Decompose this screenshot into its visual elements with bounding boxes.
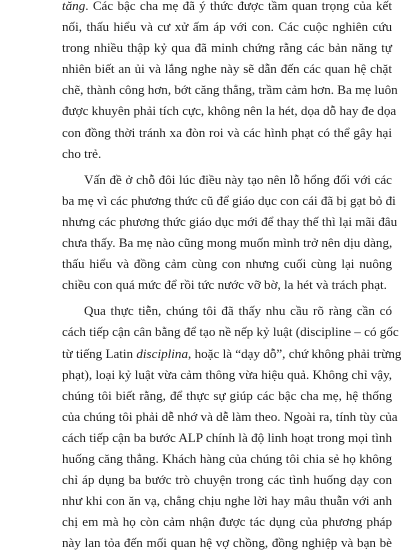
- text-line: [62, 364, 392, 385]
- text-line: [62, 469, 392, 490]
- text-line: [62, 406, 398, 427]
- text-run: ba mẹ vì các phương thức cũ để giáo dục con cái đã bị gạt bỏ đi: [62, 192, 396, 208]
- text-run: nối, thấu hiểu và cư xử ấm áp với con. Các cuộc nghiên cứu: [62, 19, 392, 35]
- text-line: [62, 16, 392, 37]
- text-line: [62, 58, 392, 79]
- text-run: này lan tỏa đến mối quan hệ vợ chồng, đồng nghiệp và bạn bè: [62, 535, 392, 551]
- text-line: [62, 79, 398, 100]
- text-run: thấu hiểu và đồng cảm cùng con nhưng cuối cùng lại nuông: [62, 256, 392, 272]
- text-run: chị em mà họ còn cảm nhận được tác dụng của phương pháp: [62, 514, 392, 530]
- text-run: cho trẻ.: [62, 145, 102, 161]
- text-line: [62, 274, 392, 295]
- text-run: cách tiếp cận ba bước ALP chính là độ linh hoạt trong mọi tình: [62, 429, 392, 445]
- text-line: [62, 385, 392, 406]
- text-line: [62, 321, 399, 342]
- text-run: nhiên biết an ủi và lắng nghe này sẽ dẫn đến các quan hệ chặt: [62, 61, 392, 77]
- body-text: [62, 0, 401, 553]
- text-line: [62, 122, 392, 143]
- text-line: [62, 190, 396, 211]
- text-line: [62, 511, 392, 532]
- text-line: [62, 343, 401, 364]
- text-line: [62, 232, 392, 253]
- text-run: như khi con ăn vạ, chẳng chịu nghe lời hay mâu thuẫn với anh: [62, 493, 392, 509]
- text-run: con đồng thời tránh xa đòn roi và các hình phạt có thể gây hại: [62, 124, 392, 140]
- text-run: từ tiếng Latin: [62, 345, 137, 361]
- text-line: [62, 169, 392, 190]
- text-line: [62, 143, 392, 164]
- text-line: [62, 300, 392, 321]
- text-run: được khuyên phải tích cực, không nên la hét, dọa dỗ hay đe dọa: [62, 103, 397, 119]
- text-run: chẽ, thành công hơn, bớt căng thẳng, trầm cảm hơn. Ba mẹ luôn: [62, 82, 398, 98]
- italic-text: disciplina: [136, 345, 189, 361]
- text-run: Qua thực tiễn, chúng tôi đã thấy nhu cầu rõ ràng cần có: [84, 303, 392, 319]
- text-run: chúng tôi biết rằng, để thực sự giúp các bậc cha mẹ, hệ thống: [62, 387, 392, 403]
- text-run: huống căng thẳng. Khách hàng của chúng tôi chia sẻ họ không: [62, 450, 392, 466]
- text-run: chiều con quá mức để rồi tức nước vỡ bờ, la hét và trách phạt.: [62, 277, 387, 293]
- paragraph: [62, 0, 398, 164]
- paragraph: [62, 300, 401, 553]
- text-run: phạt), loại kỷ luật vừa cảm thông vừa hiệu quả. Không chỉ vậy,: [62, 366, 393, 382]
- text-line: [62, 532, 392, 553]
- text-run: của chúng tôi phải dễ nhớ và dễ làm theo. Ngoài ra, tính tùy của: [62, 408, 398, 424]
- text-line: [62, 490, 392, 511]
- text-run: Vấn đề ở chỗ đôi lúc điều này tạo nên lỗ hổng đối với các: [84, 171, 392, 187]
- italic-text: tăng: [62, 0, 86, 13]
- text-line: [62, 448, 392, 469]
- text-run: trong nhiều thập kỷ qua đã minh chứng rằng các bản năng tự: [62, 40, 392, 56]
- text-line: [62, 253, 392, 274]
- text-run: , hoặc là “dạy dỗ”, chứ không phải trừng: [188, 345, 401, 361]
- paragraph: [62, 169, 398, 296]
- text-line: [62, 0, 392, 16]
- text-run: chỉ áp dụng ba bước trò chuyện trong các tình huống dạy con: [62, 472, 392, 488]
- text-line: [62, 37, 392, 58]
- text-line: [62, 427, 392, 448]
- text-run: . Các bậc cha mẹ đã ý thức được tầm quan trọng của kết: [85, 0, 392, 13]
- text-run: chưa thấy. Ba mẹ nào cũng mong muốn mình trở nên dịu dàng,: [62, 235, 393, 251]
- text-run: cách tiếp cận cân bằng để tạo nề nếp kỷ luật (discipline – có gốc: [62, 324, 399, 340]
- text-line: [62, 100, 397, 121]
- text-line: [62, 211, 398, 232]
- text-run: nhưng các phương thức giáo dục mới để thay thế thì lại mãi đâu: [62, 213, 398, 229]
